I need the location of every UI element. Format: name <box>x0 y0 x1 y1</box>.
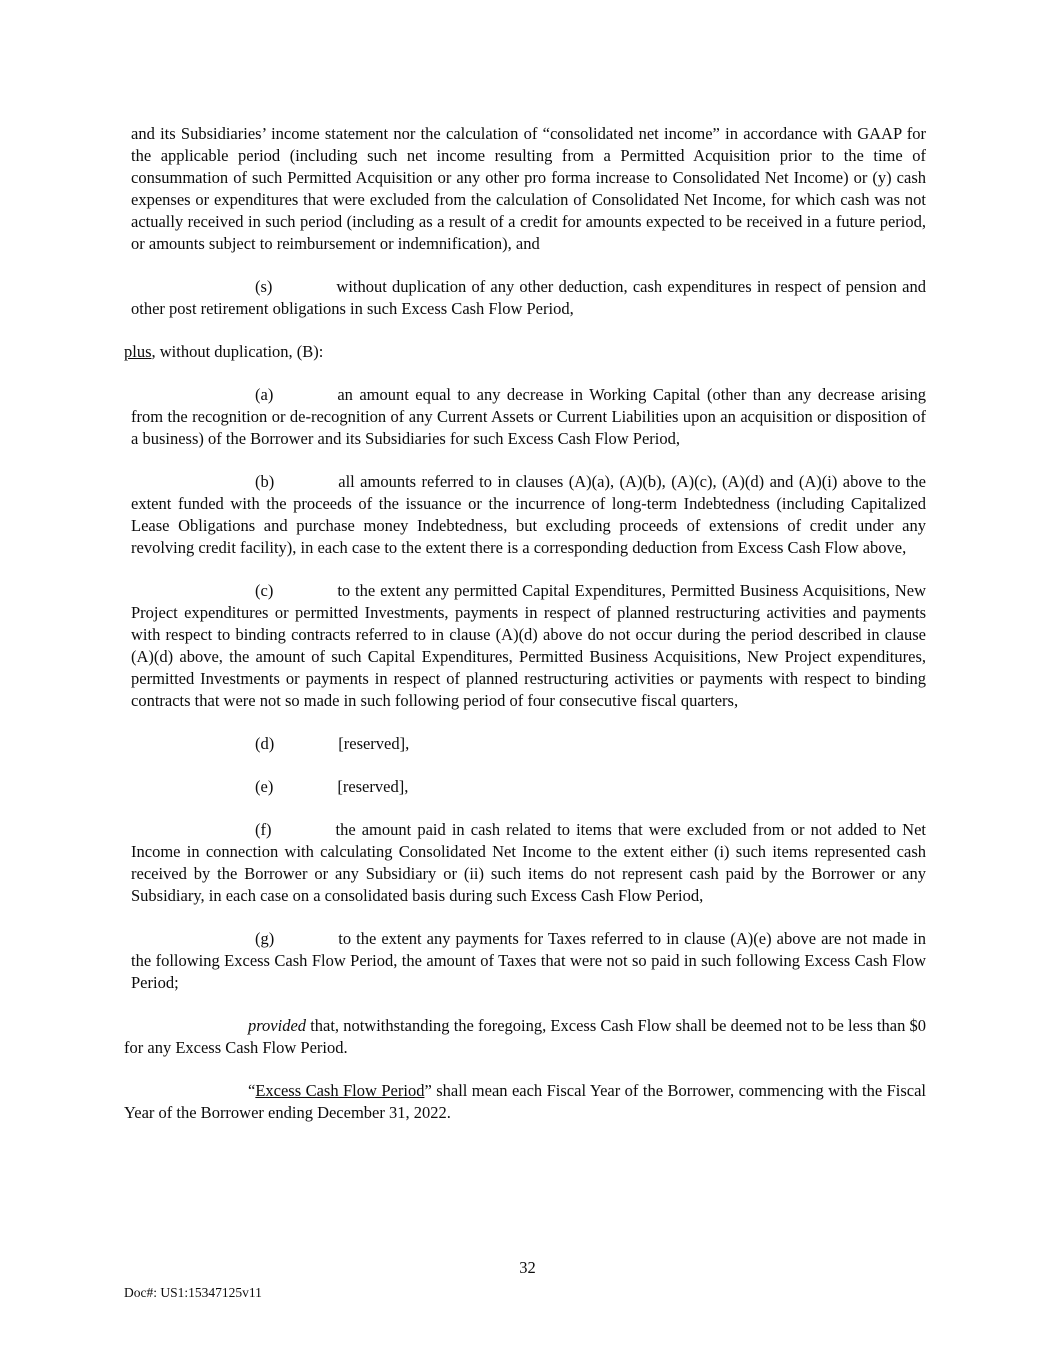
clause-s-text: without duplication of any other deduction, cash expenditures in respect of pension and other post retirement obligations in such Excess Cash Flow Period, <box>131 277 926 318</box>
page-number: 32 <box>519 1258 536 1277</box>
paragraph-continuation: and its Subsidiaries’ income statement nor the calculation of “consolidated net income” in accordance with GAAP for the applicable period (including such net income resulting from a Permitted Acquisition prior to the time of consummation of such Permitted Acquisition or any other pro forma increase to Consolidated Net Income) or (y) cash expenses or expenditures that were excluded from the calculation of Consolidated Net Income, for which cash was not actually received in such period (including as a result of a credit for amounts expected to be received in a future period, or amounts subject to reimbursement or indemnification), and <box>131 124 926 253</box>
proviso-rest: that, notwithstanding the foregoing, Excess Cash Flow shall be deemed not to be less than $0 for any Excess Cash Flow Period. <box>124 1016 926 1057</box>
clause-s <box>131 276 926 320</box>
clause-g-text: to the extent any payments for Taxes referred to in clause (A)(e) above are not made in the following Excess Cash Flow Period, the amount of Taxes that were not so paid in such following Excess Cash Flow Period; <box>131 929 926 992</box>
clause-e-label: (e) <box>255 777 274 796</box>
clause-f-label: (f) <box>255 820 272 839</box>
clause-b-label: (b) <box>255 472 275 491</box>
clause-d-label: (d) <box>255 734 275 753</box>
clause-f-text: the amount paid in cash related to items that were excluded from or not added to Net Income in connection with calculating Consolidated Net Income to the extent either (i) such items represented cash received by the Borrower or any Subsidiary or (ii) such items do not represent cash paid by the Borrower or any Subsidiary, in each case on a consolidated basis during such Excess Cash Flow Period, <box>131 820 926 905</box>
clause-f <box>131 819 926 907</box>
clause-s-label: (s) <box>255 277 273 296</box>
clause-g-label: (g) <box>255 929 275 948</box>
definition-open-quote: “ <box>248 1081 256 1100</box>
clause-d-text: [reserved], <box>338 734 410 753</box>
clause-d <box>131 733 926 755</box>
clause-c-text: to the extent any permitted Capital Expenditures, Permitted Business Acquisitions, New Project expenditures or permitted Investments, payments in respect of planned restructuring activities and payments with respect to binding contracts referred to in clause (A)(d) above do not occur during the period described in clause (A)(d) above, the amount of such Capital Expenditures, Permitted Business Acquisitions, New Project expenditures, permitted Investments or payments in respect of planned restructuring activities or payments with respect to binding contracts that were not so made in such following period of four consecutive fiscal quarters, <box>131 581 926 710</box>
page-body <box>124 123 926 1145</box>
clause-a <box>131 384 926 450</box>
doc-id-footer: Doc#: US1:15347125v11 <box>124 1285 262 1300</box>
clause-b <box>131 471 926 559</box>
clause-c-label: (c) <box>255 581 274 600</box>
proviso-lead: provided <box>248 1016 307 1035</box>
definition-rest: ” shall mean each Fiscal Year of the Borrower, commencing with the Fiscal Year of the Borrower ending December 31, 2022. <box>124 1081 926 1122</box>
clause-a-text: an amount equal to any decrease in Working Capital (other than any decrease arising from the recognition or de-recognition of any Current Assets or Current Liabilities upon an acquisition or disposition of a business) of the Borrower and its Subsidiaries for such Excess Cash Flow Period, <box>131 385 926 448</box>
clause-e-text: [reserved], <box>337 777 409 796</box>
plus-connector-rest: , without duplication, (B): <box>151 342 324 361</box>
proviso-paragraph <box>124 1015 926 1059</box>
definition-excess-cash-flow-period <box>124 1080 926 1124</box>
clause-e <box>131 776 926 798</box>
clause-b-text: all amounts referred to in clauses (A)(a), (A)(b), (A)(c), (A)(d) and (A)(i) above to the extent funded with the proceeds of the issuance or the incurrence of long-term Indebtedness (including Capitalized Lease Obligations and purchase money Indebtedness, but excluding proceeds of extensions of credit under any revolving credit facility), in each case to the extent there is a corresponding deduction from Excess Cash Flow above, <box>131 472 926 557</box>
plus-connector-lead: plus <box>124 342 152 361</box>
clause-a-label: (a) <box>255 385 274 404</box>
plus-connector <box>124 341 926 363</box>
definition-term: Excess Cash Flow Period <box>255 1081 425 1100</box>
clause-g <box>131 928 926 994</box>
clause-c <box>131 580 926 712</box>
